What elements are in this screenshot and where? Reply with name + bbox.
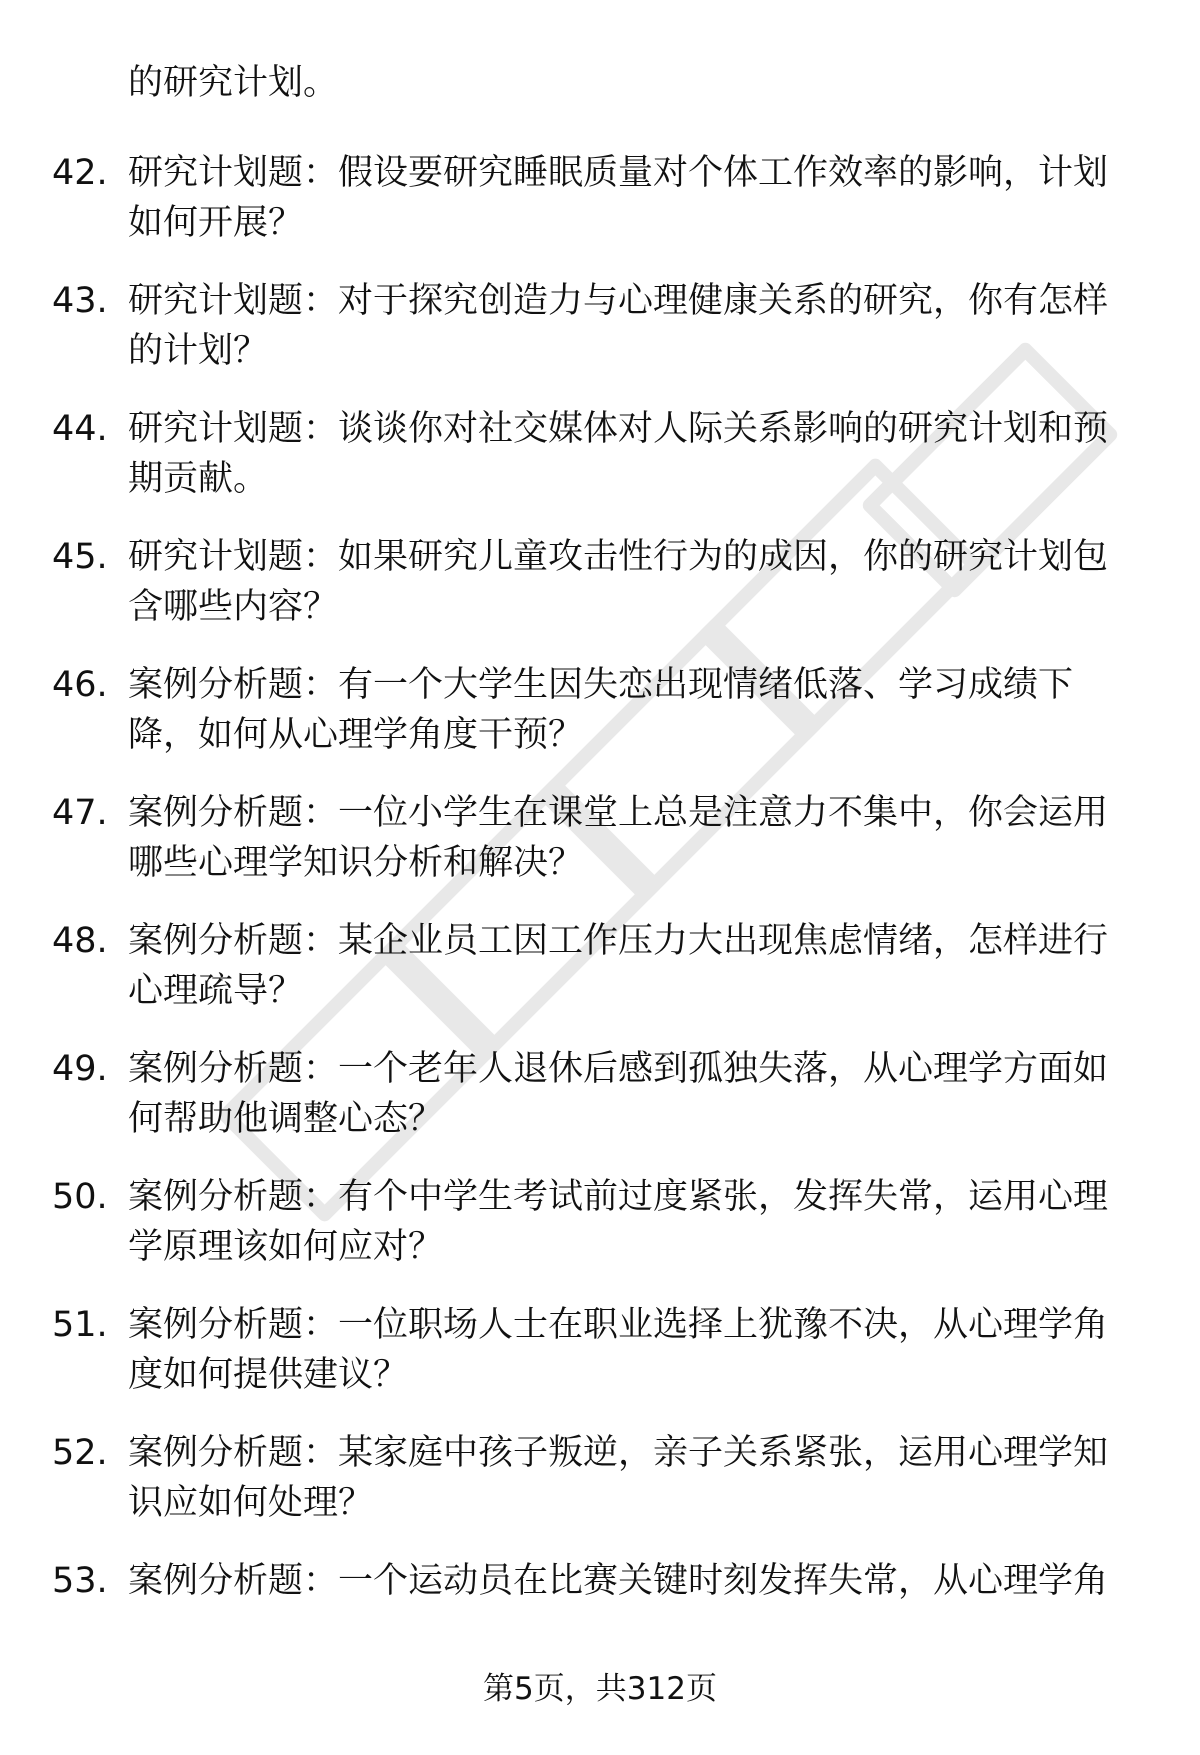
question-number: 50. — [52, 1177, 108, 1217]
question-number: 47. — [52, 793, 108, 833]
question-item — [0, 1556, 1200, 1684]
question-item — [0, 1044, 1200, 1172]
question-list — [0, 148, 1200, 1684]
question-item — [0, 916, 1200, 1044]
question-text: 案例分析题：一位职场人士在职业选择上犹豫不决，从心理学角度如何提供建议？ — [128, 1305, 1109, 1395]
question-item — [0, 788, 1200, 916]
question-text: 研究计划题：对于探究创造力与心理健康关系的研究，你有怎样的计划？ — [128, 281, 1109, 371]
question-number: 42. — [52, 153, 108, 193]
question-item — [0, 1172, 1200, 1300]
question-text: 研究计划题：如果研究儿童攻击性行为的成因，你的研究计划包含哪些内容？ — [128, 537, 1109, 627]
question-item — [0, 276, 1200, 404]
question-text: 案例分析题：某家庭中孩子叛逆，亲子关系紧张，运用心理学知识应如何处理？ — [128, 1433, 1109, 1523]
question-item — [0, 148, 1200, 276]
question-number: 48. — [52, 921, 108, 961]
question-text: 案例分析题：一个老年人退休后感到孤独失落，从心理学方面如何帮助他调整心态？ — [128, 1049, 1109, 1139]
question-text: 案例分析题：一个运动员在比赛关键时刻发挥失常，从心理学角 — [128, 1561, 1109, 1601]
question-number: 51. — [52, 1305, 108, 1345]
question-text: 研究计划题：谈谈你对社交媒体对人际关系影响的研究计划和预期贡献。 — [128, 409, 1109, 499]
question-text: 案例分析题：有个中学生考试前过度紧张，发挥失常，运用心理学原理该如何应对？ — [128, 1177, 1109, 1267]
question-item — [0, 1428, 1200, 1556]
question-item — [0, 660, 1200, 788]
question-text: 案例分析题：某企业员工因工作压力大出现焦虑情绪，怎样进行心理疏导？ — [128, 921, 1109, 1011]
question-item — [0, 404, 1200, 532]
question-number: 43. — [52, 281, 108, 321]
question-number: 45. — [52, 537, 108, 577]
question-number: 46. — [52, 665, 108, 705]
question-item — [0, 1300, 1200, 1428]
question-text: 案例分析题：一位小学生在课堂上总是注意力不集中，你会运用哪些心理学知识分析和解决？ — [128, 793, 1109, 883]
question-item — [0, 532, 1200, 660]
continuation-text: 的研究计划。 — [128, 63, 339, 103]
question-text: 案例分析题：有一个大学生因失恋出现情绪低落、学习成绩下降，如何从心理学角度干预？ — [128, 665, 1074, 755]
question-number: 52. — [52, 1433, 108, 1473]
question-number: 44. — [52, 409, 108, 449]
page-footer: 第5页，共312页 — [483, 1671, 717, 1707]
question-number: 49. — [52, 1049, 108, 1089]
question-number: 53. — [52, 1561, 108, 1601]
question-text: 研究计划题：假设要研究睡眠质量对个体工作效率的影响，计划如何开展？ — [128, 153, 1109, 243]
